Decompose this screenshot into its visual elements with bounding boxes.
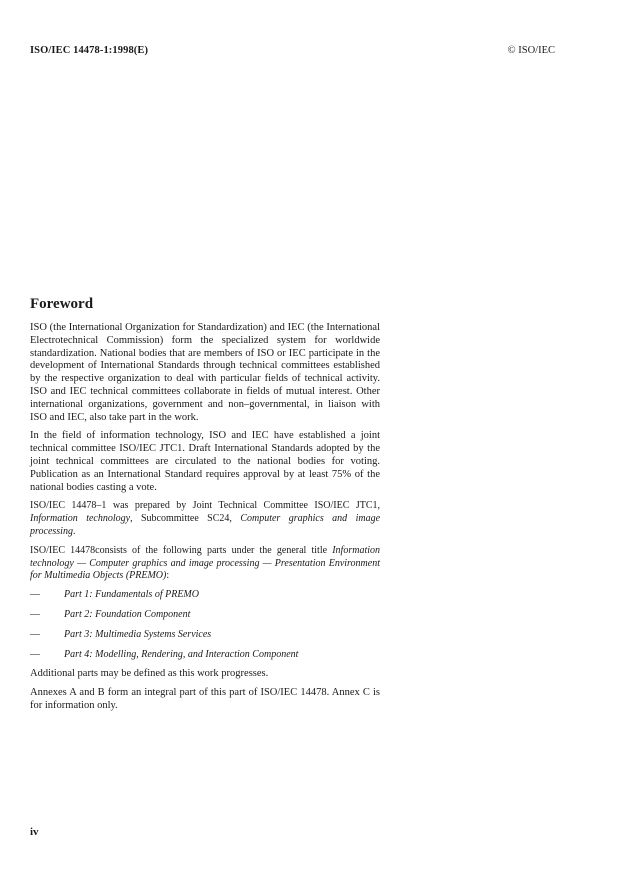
prepared-by-subcommittee: , Subcommittee SC24, xyxy=(130,513,241,525)
parts-list xyxy=(30,589,380,661)
paragraph-parts-intro xyxy=(30,545,380,583)
list-dash: — xyxy=(30,589,40,601)
copyright-notice: © ISO/IEC xyxy=(507,45,555,56)
list-dash: — xyxy=(30,648,40,660)
list-dash: — xyxy=(30,608,40,620)
document-identifier: ISO/IEC 14478-1:1998(E) xyxy=(30,45,149,56)
paragraph-prepared-by xyxy=(30,500,380,538)
paragraph-additional-parts: Additional parts may be defined as this work progresses. xyxy=(30,668,269,680)
list-item xyxy=(30,649,380,662)
parts-intro-end: : xyxy=(166,570,170,582)
part-title: Part 4: Modelling, Rendering, and Interaction Component xyxy=(64,648,299,660)
prepared-by-committee-title: Information technology xyxy=(30,513,131,525)
paragraph-jtc1: In the field of information technology, ISO and IEC have established a joint technical committee ISO/IEC JTC1. Draft International Standards adopted by the joint technical committees are circulated to the national bodies for voting. Publication as an International Standard requires approval by at least 75% of the national bodies casting a vote. xyxy=(30,430,380,493)
part-title: Part 3: Multimedia Systems Services xyxy=(64,628,212,640)
paragraph-annexes: Annexes A and B form an integral part of this part of ISO/IEC 14478. Annex C is for information only. xyxy=(30,687,380,711)
list-item xyxy=(30,629,380,642)
prepared-by-subcommittee-title: Computer graphics and image processing xyxy=(30,513,381,537)
list-dash: — xyxy=(30,628,40,640)
prepared-by-text: ISO/IEC 14478–1 was prepared by Joint Technical Committee ISO/IEC JTC1, xyxy=(30,500,380,512)
prepared-by-end: . xyxy=(72,525,76,537)
list-item xyxy=(30,609,380,622)
part-title: Part 1: Fundamentals of PREMO xyxy=(64,589,199,601)
section-title: Foreword xyxy=(30,296,94,312)
list-item xyxy=(30,589,380,602)
part-title: Part 2: Foundation Component xyxy=(64,608,191,620)
parts-intro-text: ISO/IEC 14478consists of the following parts under the general title xyxy=(30,544,333,556)
paragraph-iso-iec: ISO (the International Organization for Standardization) and IEC (the International Electrotechnical Commission) form the specialized system for worldwide standardization. National bodies that are members of ISO or IEC participate in the development of International Standards through technical committees established by the respective organization to deal with particular fields of technical activity. ISO and IEC technical committees collaborate in fields of mutual interest. Other international organizations, government and non–governmental, in liaison with ISO and IEC, also take part in the work. xyxy=(30,322,380,423)
foreword-body xyxy=(30,322,380,719)
parts-general-title: Information technology — Computer graphics and image processing — Presentation Environment for Multimedia Objects (PREMO) xyxy=(30,544,380,582)
page-number: iv xyxy=(30,826,39,838)
